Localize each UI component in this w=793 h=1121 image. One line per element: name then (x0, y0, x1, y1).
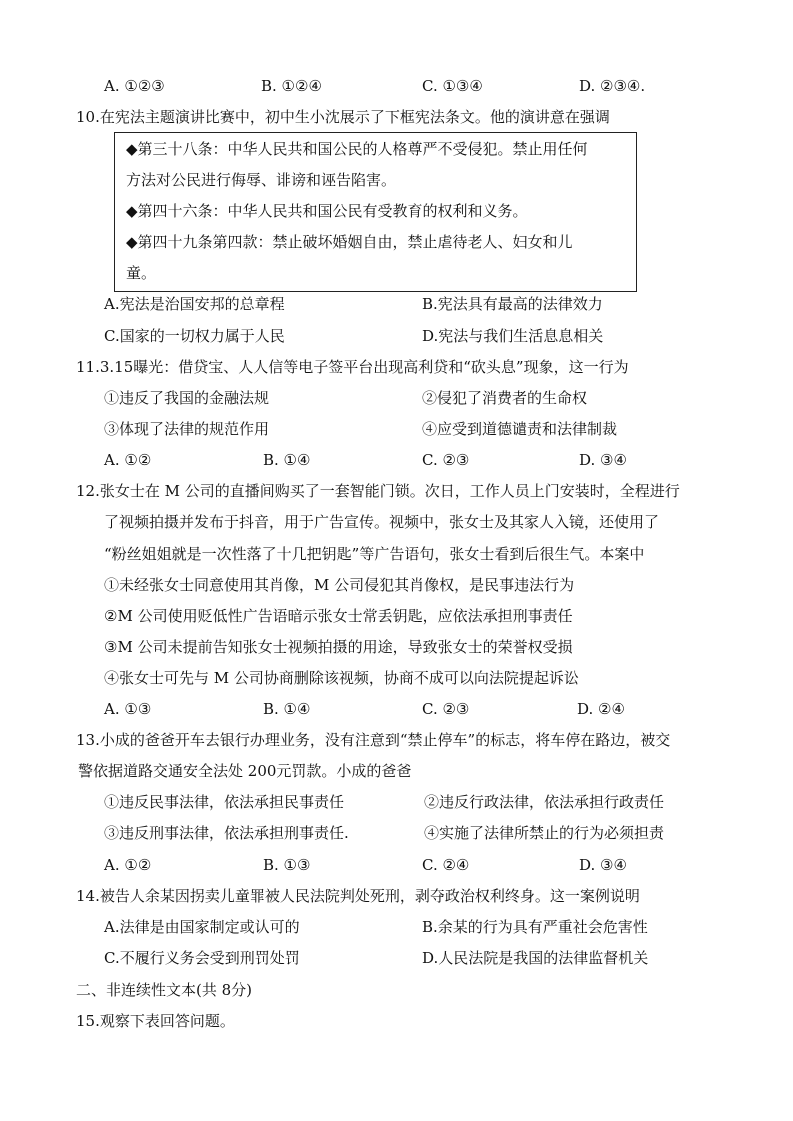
q11-option-b: B. ①④ (263, 451, 311, 469)
section2-title: 二、非连续性文本(共 8分) (76, 981, 253, 999)
q13-item-2: ②违反行政法律，依法承担行政责任 (424, 793, 665, 811)
q14-option-b: B.余某的行为具有严重社会危害性 (422, 918, 648, 936)
q10-option-c: C.国家的一切权力属于人民 (104, 327, 285, 345)
q12-option-d: D. ②④ (577, 700, 625, 718)
q11-stem: 11.3.15曝光：借贷宝、人人信等电子签平台出现高利贷和“砍头息”现象，这一行为 (76, 358, 629, 376)
q11-option-a: A. ①② (104, 451, 152, 469)
q12-item-1: ①未经张女士同意使用其肖像，M 公司侵犯其肖像权，是民事违法行为 (104, 576, 575, 594)
q14-option-d: D.人民法院是我国的法律监督机关 (422, 949, 649, 967)
q10-box-line: ◆第四十九条第四款：禁止破坏婚姻自由，禁止虐待老人、妇女和儿 (126, 233, 573, 251)
q11-option-c: C. ②③ (422, 451, 470, 469)
q12-item-4: ④张女士可先与 M 公司协商删除该视频，协商不成可以向法院提起诉讼 (104, 669, 579, 687)
q13-option-a: A. ①② (104, 856, 152, 874)
q10-box-line: ◆第三十八条：中华人民共和国公民的人格尊严不受侵犯。禁止用任何 (126, 140, 588, 158)
q12-option-c: C. ②③ (422, 700, 470, 718)
q10-option-d: D.宪法与我们生活息息相关 (422, 327, 604, 345)
q11-option-d: D. ③④ (579, 451, 627, 469)
q13-item-1: ①违反民事法律，依法承担民事责任 (104, 793, 345, 811)
q12-item-2: ②M 公司使用贬低性广告语暗示张女士常丢钥匙，应依法承担刑事责任 (104, 607, 573, 625)
q11-item-1: ①违反了我国的金融法规 (104, 389, 270, 407)
q11-item-3: ③体现了法律的规范作用 (104, 420, 270, 438)
q13-stem-line: 13.小成的爸爸开车去银行办理业务，没有注意到“禁止停车”的标志，将车停在路边，被交 (76, 731, 671, 749)
q11-item-2: ②侵犯了消费者的生命权 (422, 389, 588, 407)
q11-item-4: ④应受到道德谴责和法律制裁 (422, 420, 618, 438)
q9-option-a: A. ①②③ (104, 77, 165, 95)
q12-item-3: ③M 公司未提前告知张女士视频拍摄的用途，导致张女士的荣誉权受损 (104, 638, 573, 656)
q10-option-b: B.宪法具有最高的法律效力 (422, 295, 603, 313)
q10-box-line: 童。 (126, 264, 157, 282)
q10-option-a: A.宪法是治国安邦的总章程 (104, 295, 285, 313)
q12-option-a: A. ①③ (104, 700, 152, 718)
q9-option-d: D. ②③④. (579, 77, 646, 95)
q9-option-c: C. ①③④ (422, 77, 483, 95)
q13-item-3: ③违反刑事法律，依法承担刑事责任. (104, 824, 349, 842)
q14-option-a: A.法律是由国家制定或认可的 (104, 918, 300, 936)
q13-stem-line: 警依据道路交通安全法处 200元罚款。小成的爸爸 (78, 762, 412, 780)
q15-stem: 15.观察下表回答问题。 (76, 1012, 235, 1030)
q14-option-c: C.不履行义务会受到刑罚处罚 (104, 949, 300, 967)
q13-option-b: B. ①③ (263, 856, 311, 874)
q12-stem-line: 了视频拍摄并发布于抖音，用于广告宣传。视频中，张女士及其家人入镜，还使用了 (104, 513, 660, 531)
q9-option-b: B. ①②④ (261, 77, 322, 95)
q12-stem-line: “粉丝姐姐就是一次性落了十几把钥匙”等广告语句，张女士看到后很生气。本案中 (104, 545, 645, 563)
q10-box-line: ◆第四十六条：中华人民共和国公民有受教育的权利和义务。 (126, 202, 528, 220)
q14-stem: 14.被告人余某因拐卖儿童罪被人民法院判处死刑，剥夺政治权利终身。这一案例说明 (76, 887, 640, 905)
q13-option-c: C. ②④ (422, 856, 470, 874)
q12-stem-line: 12.张女士在 M 公司的直播间购买了一套智能门锁。次日，工作人员上门安装时，全程进行 (76, 482, 680, 500)
q13-option-d: D. ③④ (579, 856, 627, 874)
q10-stem: 10.在宪法主题演讲比赛中，初中生小沈展示了下框宪法条文。他的演讲意在强调 (76, 108, 610, 126)
q12-option-b: B. ①④ (263, 700, 311, 718)
q10-box-line: 方法对公民进行侮辱、诽谤和诬告陷害。 (126, 171, 397, 189)
q13-item-4: ④实施了法律所禁止的行为必须担责 (424, 824, 665, 842)
